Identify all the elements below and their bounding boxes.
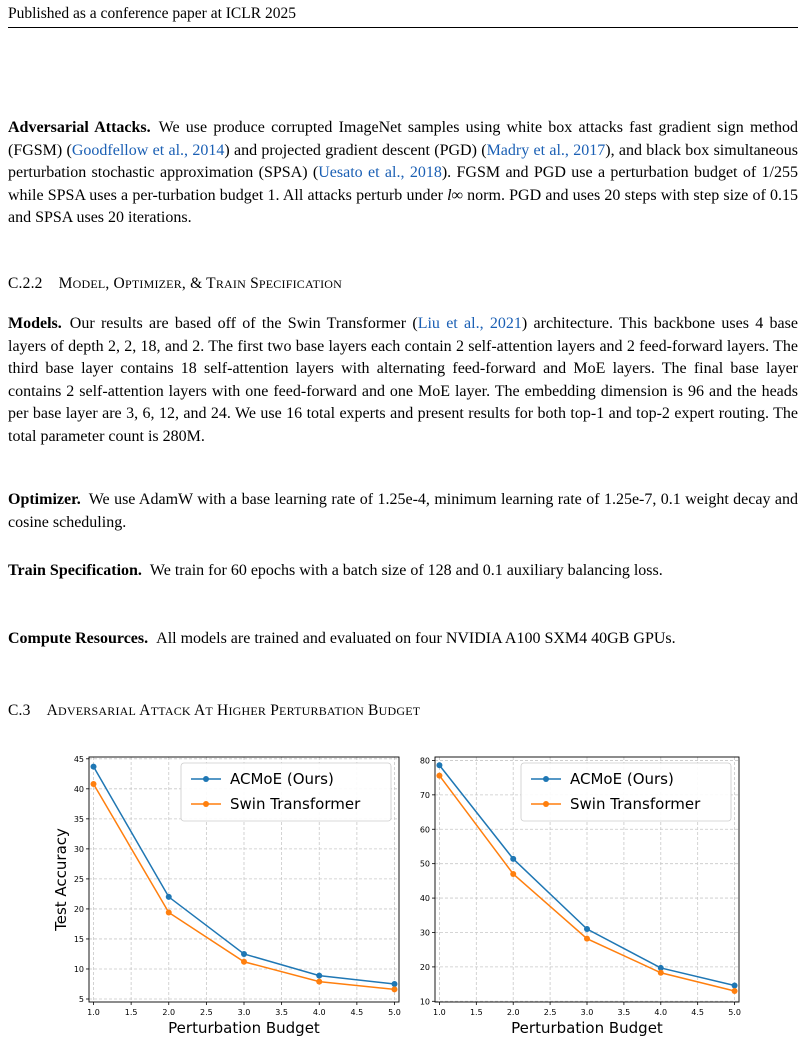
y-axis-label: Test Accuracy xyxy=(52,828,70,931)
x-tick-label: 2.0 xyxy=(162,1008,176,1017)
x-tick-label: 3.0 xyxy=(580,1008,594,1017)
y-tick-label: 70 xyxy=(419,790,430,800)
data-point xyxy=(316,973,322,979)
y-tick-label: 80 xyxy=(419,756,430,766)
y-tick-label: 40 xyxy=(419,894,430,904)
section-heading-c3: C.3 ADVERSARIAL ATTACK AT HIGHER PERTURBATION BUDGET xyxy=(8,702,421,719)
train-spec-paragraph: Train Specification. We train for 60 epochs with a batch size of 128 and 0.1 auxiliary balancing loss. xyxy=(8,562,663,579)
x-tick-label: 5.0 xyxy=(728,1008,741,1017)
data-point xyxy=(91,764,97,770)
x-tick-label: 5.0 xyxy=(388,1008,401,1017)
section-heading-c22: C.2.2 MODEL, OPTIMIZER, & TRAIN SPECIFICATION xyxy=(8,275,343,292)
data-point xyxy=(732,982,738,988)
y-tick-label: 10 xyxy=(73,964,84,974)
legend-label: ACMoE (Ours) xyxy=(570,770,674,788)
citation-goodfellow[interactable]: Goodfellow et al., 2014 xyxy=(71,141,225,159)
y-tick-label: 60 xyxy=(419,825,430,835)
data-point xyxy=(391,986,397,992)
legend-marker xyxy=(203,776,209,782)
x-tick-label: 1.5 xyxy=(469,1008,483,1017)
y-tick-label: 50 xyxy=(419,859,430,869)
page-header: Published as a conference paper at ICLR 2025 xyxy=(8,5,296,22)
x-tick-label: 2.0 xyxy=(506,1008,520,1017)
data-point xyxy=(510,856,516,862)
x-tick-label: 3.5 xyxy=(617,1008,631,1017)
legend-label: Swin Transformer xyxy=(230,795,361,813)
x-tick-label: 3.0 xyxy=(237,1008,251,1017)
paragraph-title: Train Specification. xyxy=(8,562,142,579)
x-tick-label: 1.0 xyxy=(433,1008,446,1017)
data-point xyxy=(658,970,664,976)
compute-resources-paragraph: Compute Resources. All models are trained and evaluated on four NVIDIA A100 SXM4 40GB GPUs. xyxy=(8,630,676,647)
header-rule xyxy=(8,27,798,28)
data-point xyxy=(732,988,738,994)
x-axis-label: Perturbation Budget xyxy=(511,1019,663,1037)
y-tick-label: 15 xyxy=(73,934,84,944)
x-tick-label: 1.0 xyxy=(87,1008,100,1017)
legend-label: ACMoE (Ours) xyxy=(230,770,334,788)
paragraph-title: Adversarial Attacks. xyxy=(8,119,151,136)
legend-marker xyxy=(543,801,549,807)
citation-liu[interactable]: Liu et al., 2021 xyxy=(417,315,522,332)
data-point xyxy=(166,910,172,916)
citation-uesato[interactable]: Uesato et al., 2018 xyxy=(318,164,442,182)
data-point xyxy=(510,871,516,877)
section-title: MODEL, OPTIMIZER, & TRAIN SPECIFICATION xyxy=(58,275,343,292)
x-tick-label: 4.0 xyxy=(654,1008,668,1017)
chart-left xyxy=(40,752,405,1043)
data-point xyxy=(241,951,247,957)
paragraph-title: Compute Resources. xyxy=(8,630,149,647)
y-tick-label: 25 xyxy=(73,874,84,884)
legend-label: Swin Transformer xyxy=(570,795,701,813)
y-tick-label: 30 xyxy=(419,928,430,938)
y-tick-label: 20 xyxy=(73,904,84,914)
y-tick-label: 5 xyxy=(78,994,84,1004)
data-point xyxy=(584,926,590,932)
citation-madry[interactable]: Madry et al., 2017 xyxy=(486,141,606,159)
y-tick-label: 35 xyxy=(73,814,84,824)
data-point xyxy=(391,981,397,987)
y-tick-label: 30 xyxy=(73,844,84,854)
x-tick-label: 3.5 xyxy=(275,1008,288,1017)
models-paragraph: Models. Our results are based off of the Swin Transformer (Liu et al., 2021) architecture. This backbone uses 4 base layers of depth 2, 2, 18, and 2. The first two base layers each contain 2 self-attention layers and 2 feed-forward layers. The third base layer contains 18 self-attention layers with alternating feed-forward and MoE layers. The final base layer contains 2 self-attention layers with one feed-forward and one MoE layer. The embedding dimension is 96 and the heads per base layer are 3, 6, 12, and 24. We use 16 total experts and present results for both top-1 and top-2 expert routing. The total parameter count is 280M. xyxy=(8,315,798,445)
data-point xyxy=(316,979,322,985)
y-tick-label: 20 xyxy=(419,962,430,972)
norm-symbol: l∞ xyxy=(447,186,463,204)
section-title: ADVERSARIAL ATTACK AT HIGHER PERTURBATION BUDGET xyxy=(46,702,421,719)
legend-marker xyxy=(203,801,209,807)
data-point xyxy=(584,936,590,942)
x-tick-label: 2.5 xyxy=(200,1008,213,1017)
optimizer-paragraph: Optimizer. We use AdamW with a base learning rate of 1.25e-4, minimum learning rate of 1.25e-7, 0.1 weight decay and cosine scheduling. xyxy=(8,491,798,531)
data-point xyxy=(436,762,442,768)
data-point xyxy=(436,773,442,779)
x-axis-label: Perturbation Budget xyxy=(168,1019,320,1037)
chart-right xyxy=(410,752,745,1043)
y-tick-label: 45 xyxy=(73,754,84,764)
x-tick-label: 2.5 xyxy=(543,1008,557,1017)
data-point xyxy=(91,781,97,787)
data-point xyxy=(241,959,247,965)
data-point xyxy=(166,894,172,900)
x-tick-label: 4.5 xyxy=(691,1008,705,1017)
y-tick-label: 10 xyxy=(419,997,430,1007)
x-tick-label: 4.5 xyxy=(350,1008,364,1017)
y-tick-label: 40 xyxy=(73,784,84,794)
x-tick-label: 4.0 xyxy=(312,1008,326,1017)
adversarial-attacks-paragraph: Adversarial Attacks. We use produce corrupted ImageNet samples using white box attacks fast gradient sign method (FGSM) (Goodfellow et al., 2014) and projected gradient descent (PGD) (Madry et al., 2017), and black box simultaneous perturbation stochastic approximation (SPSA) (Uesato et al., 2018). FGSM and PGD use a perturbation budget of 1/255 while SPSA uses a per-turbation budget 1. All attacks perturb under l∞ norm. PGD and uses 20 steps with step size of 0.15 and SPSA uses 20 iterations. xyxy=(8,119,799,227)
paragraph-title: Optimizer. xyxy=(8,491,81,508)
legend-marker xyxy=(543,776,549,782)
paragraph-title: Models. xyxy=(8,315,62,332)
x-tick-label: 1.5 xyxy=(124,1008,138,1017)
